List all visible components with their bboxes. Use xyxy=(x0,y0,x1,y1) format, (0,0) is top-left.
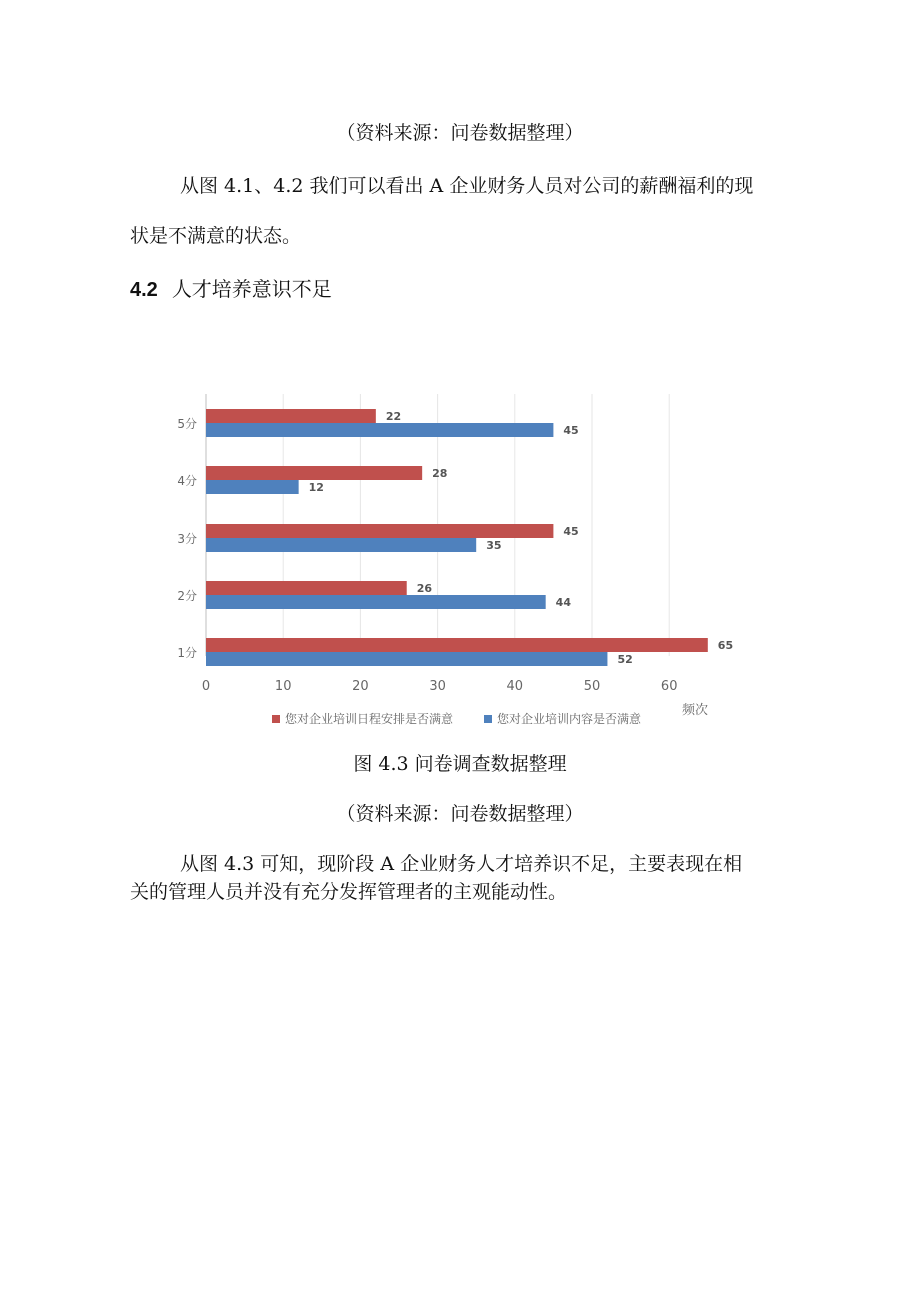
data-label: 44 xyxy=(555,596,571,609)
data-label: 45 xyxy=(563,525,579,538)
y-category-label: 2分 xyxy=(177,589,197,603)
data-label: 45 xyxy=(563,424,579,437)
paragraph-1-line-1: 从图 4.1、4.2 我们可以看出 A 企业财务人员对公司的薪酬福利的现 xyxy=(180,175,754,197)
paragraph-1-line-2: 状是不满意的状态。 xyxy=(130,225,302,247)
bar-series-2-5分 xyxy=(206,423,553,437)
bar-series-2-1分 xyxy=(206,652,607,666)
x-tick-label: 10 xyxy=(274,679,292,694)
y-category-label: 3分 xyxy=(177,532,197,546)
chart-bars xyxy=(206,409,708,666)
section-title: 人才培养意识不足 xyxy=(171,277,332,301)
bar-series-1-3分 xyxy=(206,524,553,538)
bar-series-2-3分 xyxy=(206,538,476,552)
paragraph-2-line-2: 关的管理人员并没有充分发挥管理者的主观能动性。 xyxy=(130,881,568,903)
data-label: 22 xyxy=(385,410,402,423)
bar-series-2-4分 xyxy=(206,480,299,494)
y-category-label: 1分 xyxy=(177,646,197,660)
legend-label-2: 您对企业培训内容是否满意 xyxy=(497,712,642,726)
section-number: 4.2 xyxy=(130,279,158,301)
source-note-top: （资料来源：问卷数据整理） xyxy=(336,122,584,144)
data-label: 28 xyxy=(432,467,448,480)
data-label: 26 xyxy=(416,582,433,595)
figure-caption: 图 4.3 问卷调查数据整理 xyxy=(353,753,567,775)
y-category-label: 4分 xyxy=(177,474,197,488)
data-label: 35 xyxy=(486,539,502,552)
section-heading xyxy=(130,277,332,302)
x-tick-label: 30 xyxy=(429,679,446,694)
x-tick-label: 60 xyxy=(660,679,678,694)
bar-series-1-2分 xyxy=(206,581,407,595)
paragraph-2-line-1: 从图 4.3 可知，现阶段 A 企业财务人才培养识不足，主要表现在相 xyxy=(180,853,743,875)
bar-series-1-5分 xyxy=(206,409,376,423)
data-label: 65 xyxy=(717,639,734,652)
legend-swatch-1 xyxy=(272,715,280,723)
x-tick-label: 0 xyxy=(201,679,211,694)
source-note-bottom: （资料来源：问卷数据整理） xyxy=(336,803,584,825)
bar-chart xyxy=(168,388,748,740)
x-axis-title: 频次 xyxy=(681,703,709,718)
chart-legend xyxy=(272,711,641,726)
legend-label-1: 您对企业培训日程安排是否满意 xyxy=(285,712,454,726)
bar-series-1-1分 xyxy=(206,638,708,652)
data-label: 12 xyxy=(308,481,324,494)
x-tick-label: 40 xyxy=(506,679,524,694)
bar-series-1-4分 xyxy=(206,466,422,480)
legend-swatch-2 xyxy=(484,715,492,723)
y-category-label: 5分 xyxy=(177,417,197,431)
bar-series-2-2分 xyxy=(206,595,546,609)
data-label: 52 xyxy=(617,653,633,666)
x-tick-label: 50 xyxy=(583,679,601,694)
x-tick-label: 20 xyxy=(352,679,369,694)
